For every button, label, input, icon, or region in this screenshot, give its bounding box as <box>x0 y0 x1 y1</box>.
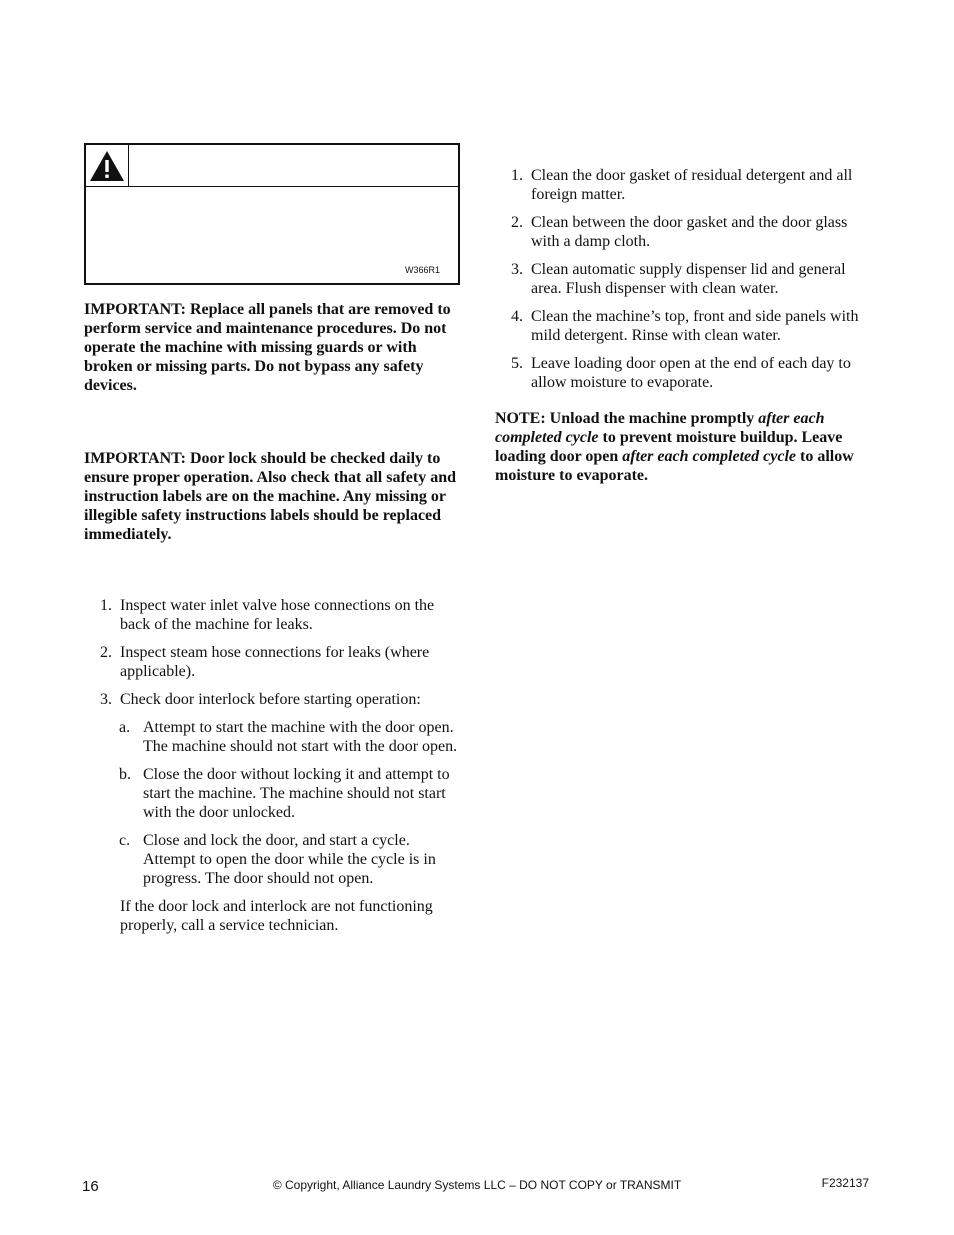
list-item <box>96 643 460 681</box>
list-item-number: 2. <box>100 644 112 661</box>
list-item-number: 5. <box>511 355 523 372</box>
cleaning-list <box>495 166 870 392</box>
sub-list-item-text: Close and lock the door, and start a cycle. Attempt to open the door while the cycle is in progress. The door should not open. <box>143 832 436 887</box>
list-item-number: 1. <box>100 597 112 614</box>
list-item-number: 3. <box>100 691 112 708</box>
list-item-number: 2. <box>511 214 523 231</box>
list-item <box>506 213 870 251</box>
note-text: to allow moisture to evaporate. <box>495 448 854 484</box>
sub-list-item-letter: c. <box>119 832 131 849</box>
sub-list-item-letter: b. <box>119 766 131 783</box>
warning-box <box>84 143 460 285</box>
document-id: F232137 <box>821 1176 869 1190</box>
list-item <box>506 166 870 204</box>
list-item-number: 3. <box>511 261 523 278</box>
note-emphasis: after each completed cycle <box>622 448 796 465</box>
list-item-text: Inspect water inlet valve hose connections on the back of the machine for leaks. <box>120 597 435 633</box>
list-item-text: Clean the door gasket of residual detergent and all foreign matter. <box>531 167 853 203</box>
left-column <box>84 143 460 935</box>
list-item <box>506 307 870 345</box>
interlock-note: If the door lock and interlock are not functioning properly, call a service technician. <box>120 898 433 934</box>
warning-title-area <box>129 145 458 186</box>
sub-list-item-text: Close the door without locking it and attempt to start the machine. The machine should not start with the door unlocked. <box>143 766 450 821</box>
copyright-notice: © Copyright, Alliance Laundry Systems LLC – DO NOT COPY or TRANSMIT <box>272 1178 682 1192</box>
sub-list-item-letter: a. <box>119 719 131 736</box>
list-item <box>506 354 870 392</box>
note-text: to prevent moisture buildup. Leave loading door open <box>495 429 843 465</box>
warning-triangle-icon <box>86 145 129 186</box>
list-item-text: Inspect steam hose connections for leaks (where applicable). <box>120 644 430 680</box>
list-item-text: Check door interlock before starting operation: <box>120 691 421 708</box>
sub-list-item <box>119 718 460 756</box>
sub-list-item <box>119 831 460 888</box>
list-item <box>96 690 460 897</box>
list-item-text: Clean the machine’s top, front and side panels with mild detergent. Rinse with clean water. <box>531 308 859 344</box>
list-item-number: 1. <box>511 167 523 184</box>
list-item-number: 4. <box>511 308 523 325</box>
right-column <box>495 166 870 485</box>
list-item-text: Clean automatic supply dispenser lid and general area. Flush dispenser with clean water. <box>531 261 846 297</box>
note-emphasis: after each completed cycle <box>495 410 825 446</box>
warning-header <box>86 145 458 187</box>
list-item <box>96 596 460 634</box>
list-item <box>506 260 870 298</box>
page-number: 16 <box>82 1178 99 1195</box>
list-item-text: Clean between the door gasket and the door glass with a damp cloth. <box>531 214 848 250</box>
important-panels: IMPORTANT: Replace all panels that are removed to perform service and maintenance procedures. Do not operate the machine with missing guards or with broken or missing parts. Do not bypass any safety devices. <box>84 301 451 394</box>
sub-list-item <box>119 765 460 822</box>
page-footer <box>0 1176 954 1196</box>
moisture-note <box>495 409 870 485</box>
important-door-lock: IMPORTANT: Door lock should be checked daily to ensure proper operation. Also check that all safety and instruction labels are on the machine. Any missing or illegible safety instructions labels should be replaced immediately. <box>84 450 457 543</box>
interlock-sub-list <box>96 718 460 897</box>
warning-code: W366R1 <box>404 265 440 275</box>
daily-check-list <box>84 596 460 897</box>
note-text: NOTE: Unload the machine promptly <box>495 410 759 427</box>
list-item-text: Leave loading door open at the end of each day to allow moisture to evaporate. <box>531 355 851 391</box>
sub-list-item-text: Attempt to start the machine with the door open. The machine should not start with the door open. <box>143 719 458 755</box>
